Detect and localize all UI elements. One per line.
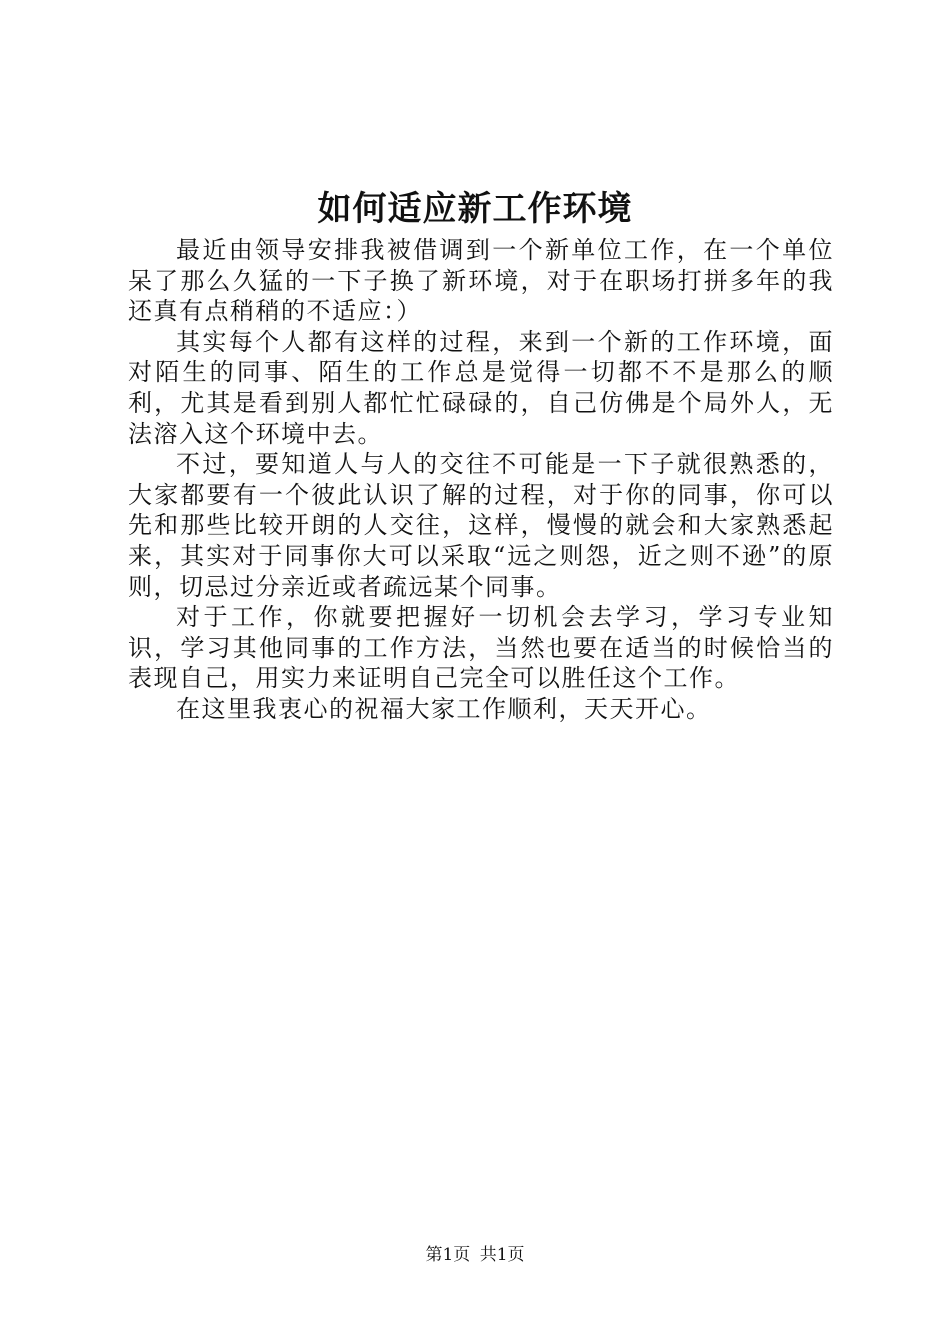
page-footer: [0, 1240, 950, 1270]
paragraph-3: 不过，要知道人与人的交往不可能是一下子就很熟悉的，大家都要有一个彼此认识了解的过程，对于你的同事，你可以先和那些比较开朗的人交往，这样，慢慢的就会和大家熟悉起来，其实对于同事你大可以采取“远之则怨，近之则不逊”的原则，切忌过分亲近或者疏远某个同事。: [128, 450, 834, 601]
document-body: [128, 235, 834, 725]
page-total-label: 共1页: [479, 1245, 525, 1265]
paragraph-4: 对于工作，你就要把握好一切机会去学习，学习专业知识，学习其他同事的工作方法，当然也要在适当的时候恰当的表现自己，用实力来证明自己完全可以胜任这个工作。: [128, 603, 834, 693]
paragraph-2: 其实每个人都有这样的过程，来到一个新的工作环境，面对陌生的同事、陌生的工作总是觉得一切都不不是那么的顺利，尤其是看到别人都忙忙碌碌的，自己仿佛是个局外人，无法溶入这个环境中去。: [128, 327, 834, 448]
paragraph-1: 最近由领导安排我被借调到一个新单位工作，在一个单位呆了那么久猛的一下子换了新环境，对于在职场打拼多年的我还真有点稍稍的不适应：）: [128, 236, 834, 326]
document-title: 如何适应新工作环境: [317, 189, 633, 229]
page-number-label: 第1页: [425, 1245, 471, 1265]
paragraph-5: 在这里我衷心的祝福大家工作顺利，天天开心。: [176, 694, 712, 723]
